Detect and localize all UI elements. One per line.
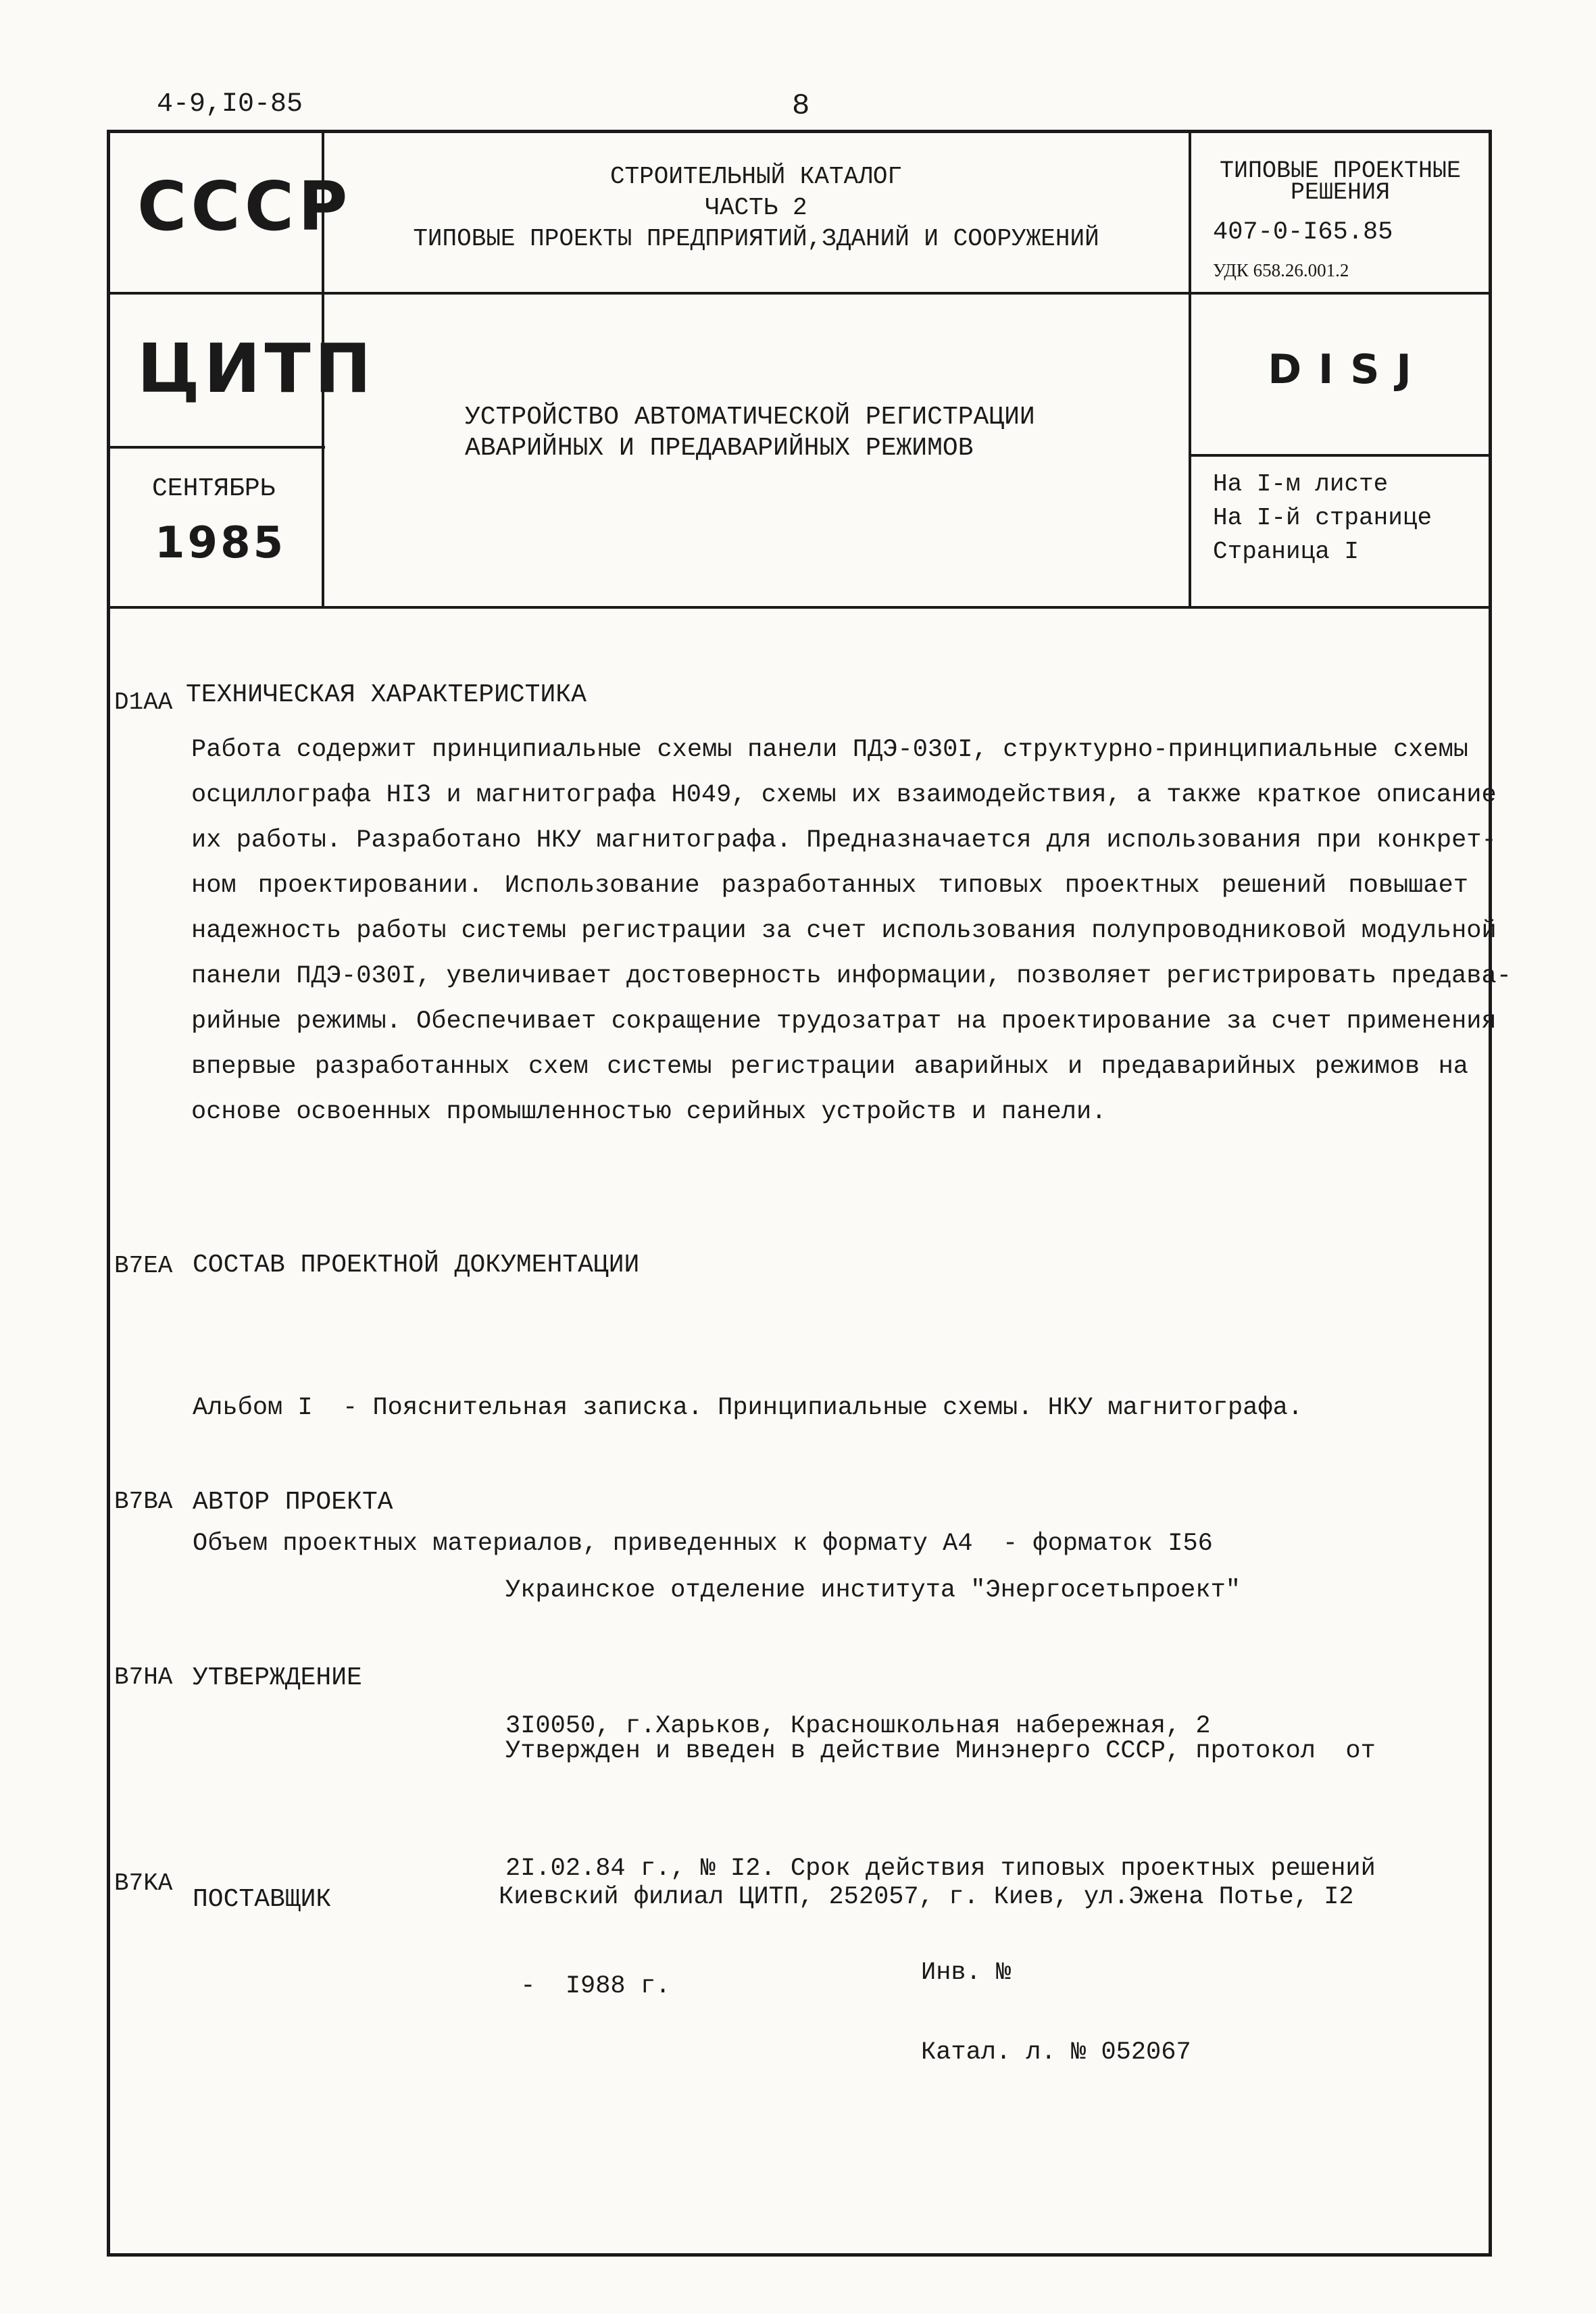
sheet-info-line-2: На I-й странице bbox=[1213, 504, 1432, 532]
approval-line-3: - I988 г. bbox=[505, 1972, 671, 2001]
org-label: ЦИТП bbox=[137, 329, 376, 408]
header-divider-bottom bbox=[110, 606, 1489, 609]
tech-description bbox=[191, 728, 1512, 1135]
approval-line-1: Утвержден и введен в действие Минэнерго СССР, протокол от bbox=[505, 1737, 1376, 1765]
catalog-line-3: ТИПОВЫЕ ПРОЕКТЫ ПРЕДПРИЯТИЙ,ЗДАНИЙ И СООРУЖЕНИЙ bbox=[413, 225, 1099, 253]
composition-line-2: Объем проектных материалов, приведенных к формату А4 - форматок I56 bbox=[193, 1530, 1213, 1558]
approval-details bbox=[505, 1653, 1376, 2084]
solution-type-line-1: ТИПОВЫЕ ПРОЕКТНЫЕ bbox=[1219, 157, 1462, 184]
sheet-info-line-1: На I-м листе bbox=[1213, 470, 1389, 498]
tech-line-1: Работа содержит принципиальные схемы панели ПДЭ-030I, структурно-принципиальные схемы bbox=[191, 736, 1468, 764]
catalog-line-1: СТРОИТЕЛЬНЫЙ КАТАЛОГ bbox=[609, 163, 903, 191]
tech-line-3: их работы. Разработано НКУ магнитографа. Предназначается для использования при конкрет- bbox=[191, 826, 1497, 855]
sheet-info bbox=[1213, 468, 1432, 569]
classification-code: D I S J bbox=[1268, 346, 1413, 393]
catalog-sheet-number: Катал. л. № 052067 bbox=[921, 2038, 1191, 2067]
document-code: 4-9,I0-85 bbox=[157, 89, 303, 120]
tech-line-4: ном проектировании. Использование разработанных типовых проектных решений повышает bbox=[191, 872, 1468, 900]
project-title bbox=[465, 402, 1035, 464]
project-number: 407-0-I65.85 bbox=[1213, 218, 1393, 247]
month-label: СЕНТЯБРЬ bbox=[152, 474, 276, 503]
tech-line-9: основе освоенных промышленностью серийных устройств и панели. bbox=[191, 1098, 1107, 1126]
title-line-1: УСТРОЙСТВО АВТОМАТИЧЕСКОЙ РЕГИСТРАЦИИ bbox=[465, 403, 1035, 432]
udk-code: УДК 658.26.001.2 bbox=[1213, 260, 1349, 280]
section-heading-approval: УТВЕРЖДЕНИЕ bbox=[193, 1663, 362, 1692]
page-number: 8 bbox=[792, 89, 810, 123]
section-code-author: B7BA bbox=[114, 1488, 173, 1515]
title-line-2: АВАРИЙНЫХ И ПРЕДАВАРИЙНЫХ РЕЖИМОВ bbox=[465, 434, 974, 463]
section-code-composition: B7EA bbox=[114, 1252, 173, 1280]
supplier-details: Киевский филиал ЦИТП, 252057, г. Киев, ул.Эжена Потье, I2 bbox=[499, 1883, 1354, 1911]
sheet-info-line-3: Страница I bbox=[1213, 538, 1360, 565]
section-heading-composition: СОСТАВ ПРОЕКТНОЙ ДОКУМЕНТАЦИИ bbox=[193, 1251, 640, 1280]
right-cell-divider bbox=[1190, 454, 1489, 457]
header-divider-1 bbox=[110, 292, 1489, 295]
author-line-1: Украинское отделение института "Энергосетьпроект" bbox=[505, 1576, 1241, 1605]
section-heading-supplier: ПОСТАВЩИК bbox=[193, 1885, 332, 1914]
country-label: СССР bbox=[137, 167, 352, 246]
tech-line-2: осциллографа HI3 и магнитографа H049, схемы их взаимодействия, а также краткое описание bbox=[191, 781, 1497, 809]
tech-line-7: рийные режимы. Обеспечивает сокращение трудозатрат на проектирование за счет применения bbox=[191, 1007, 1497, 1036]
section-code-tech: D1AA bbox=[114, 688, 173, 716]
tech-line-5: надежность работы системы регистрации за счет использования полупроводниковой модульной bbox=[191, 917, 1497, 945]
section-heading-tech: ТЕХНИЧЕСКАЯ ХАРАКТЕРИСТИКА bbox=[186, 680, 587, 709]
year-label: 1985 bbox=[155, 518, 286, 568]
tech-line-8: впервые разработанных схем системы регистрации аварийных и предаварийных режимов на bbox=[191, 1053, 1468, 1081]
tech-line-6: панели ПДЭ-030I, увеличивает достоверность информации, позволяет регистрировать предава- bbox=[191, 962, 1512, 990]
solution-type-line-2: РЕШЕНИЯ bbox=[1290, 179, 1391, 206]
left-cell-divider bbox=[110, 446, 325, 449]
inventory-number: Инв. № bbox=[921, 1959, 1012, 1987]
composition-line-1: Альбом I - Пояснительная записка. Принципиальные схемы. НКУ магнитографа. bbox=[193, 1394, 1303, 1422]
section-code-approval: B7HA bbox=[114, 1663, 173, 1691]
catalog-header bbox=[325, 161, 1187, 255]
author-line-2: 3I0050, г.Харьков, Красношкольная набережная, 2 bbox=[505, 1712, 1211, 1740]
solution-type bbox=[1191, 157, 1489, 206]
section-heading-author: АВТОР ПРОЕКТА bbox=[193, 1488, 393, 1517]
catalog-line-2: ЧАСТЬ 2 bbox=[705, 194, 807, 222]
approval-line-2: 2I.02.84 г., № I2. Срок действия типовых проектных решений bbox=[505, 1855, 1376, 1883]
page-frame bbox=[107, 130, 1512, 2257]
section-code-supplier: B7KA bbox=[114, 1869, 173, 1897]
